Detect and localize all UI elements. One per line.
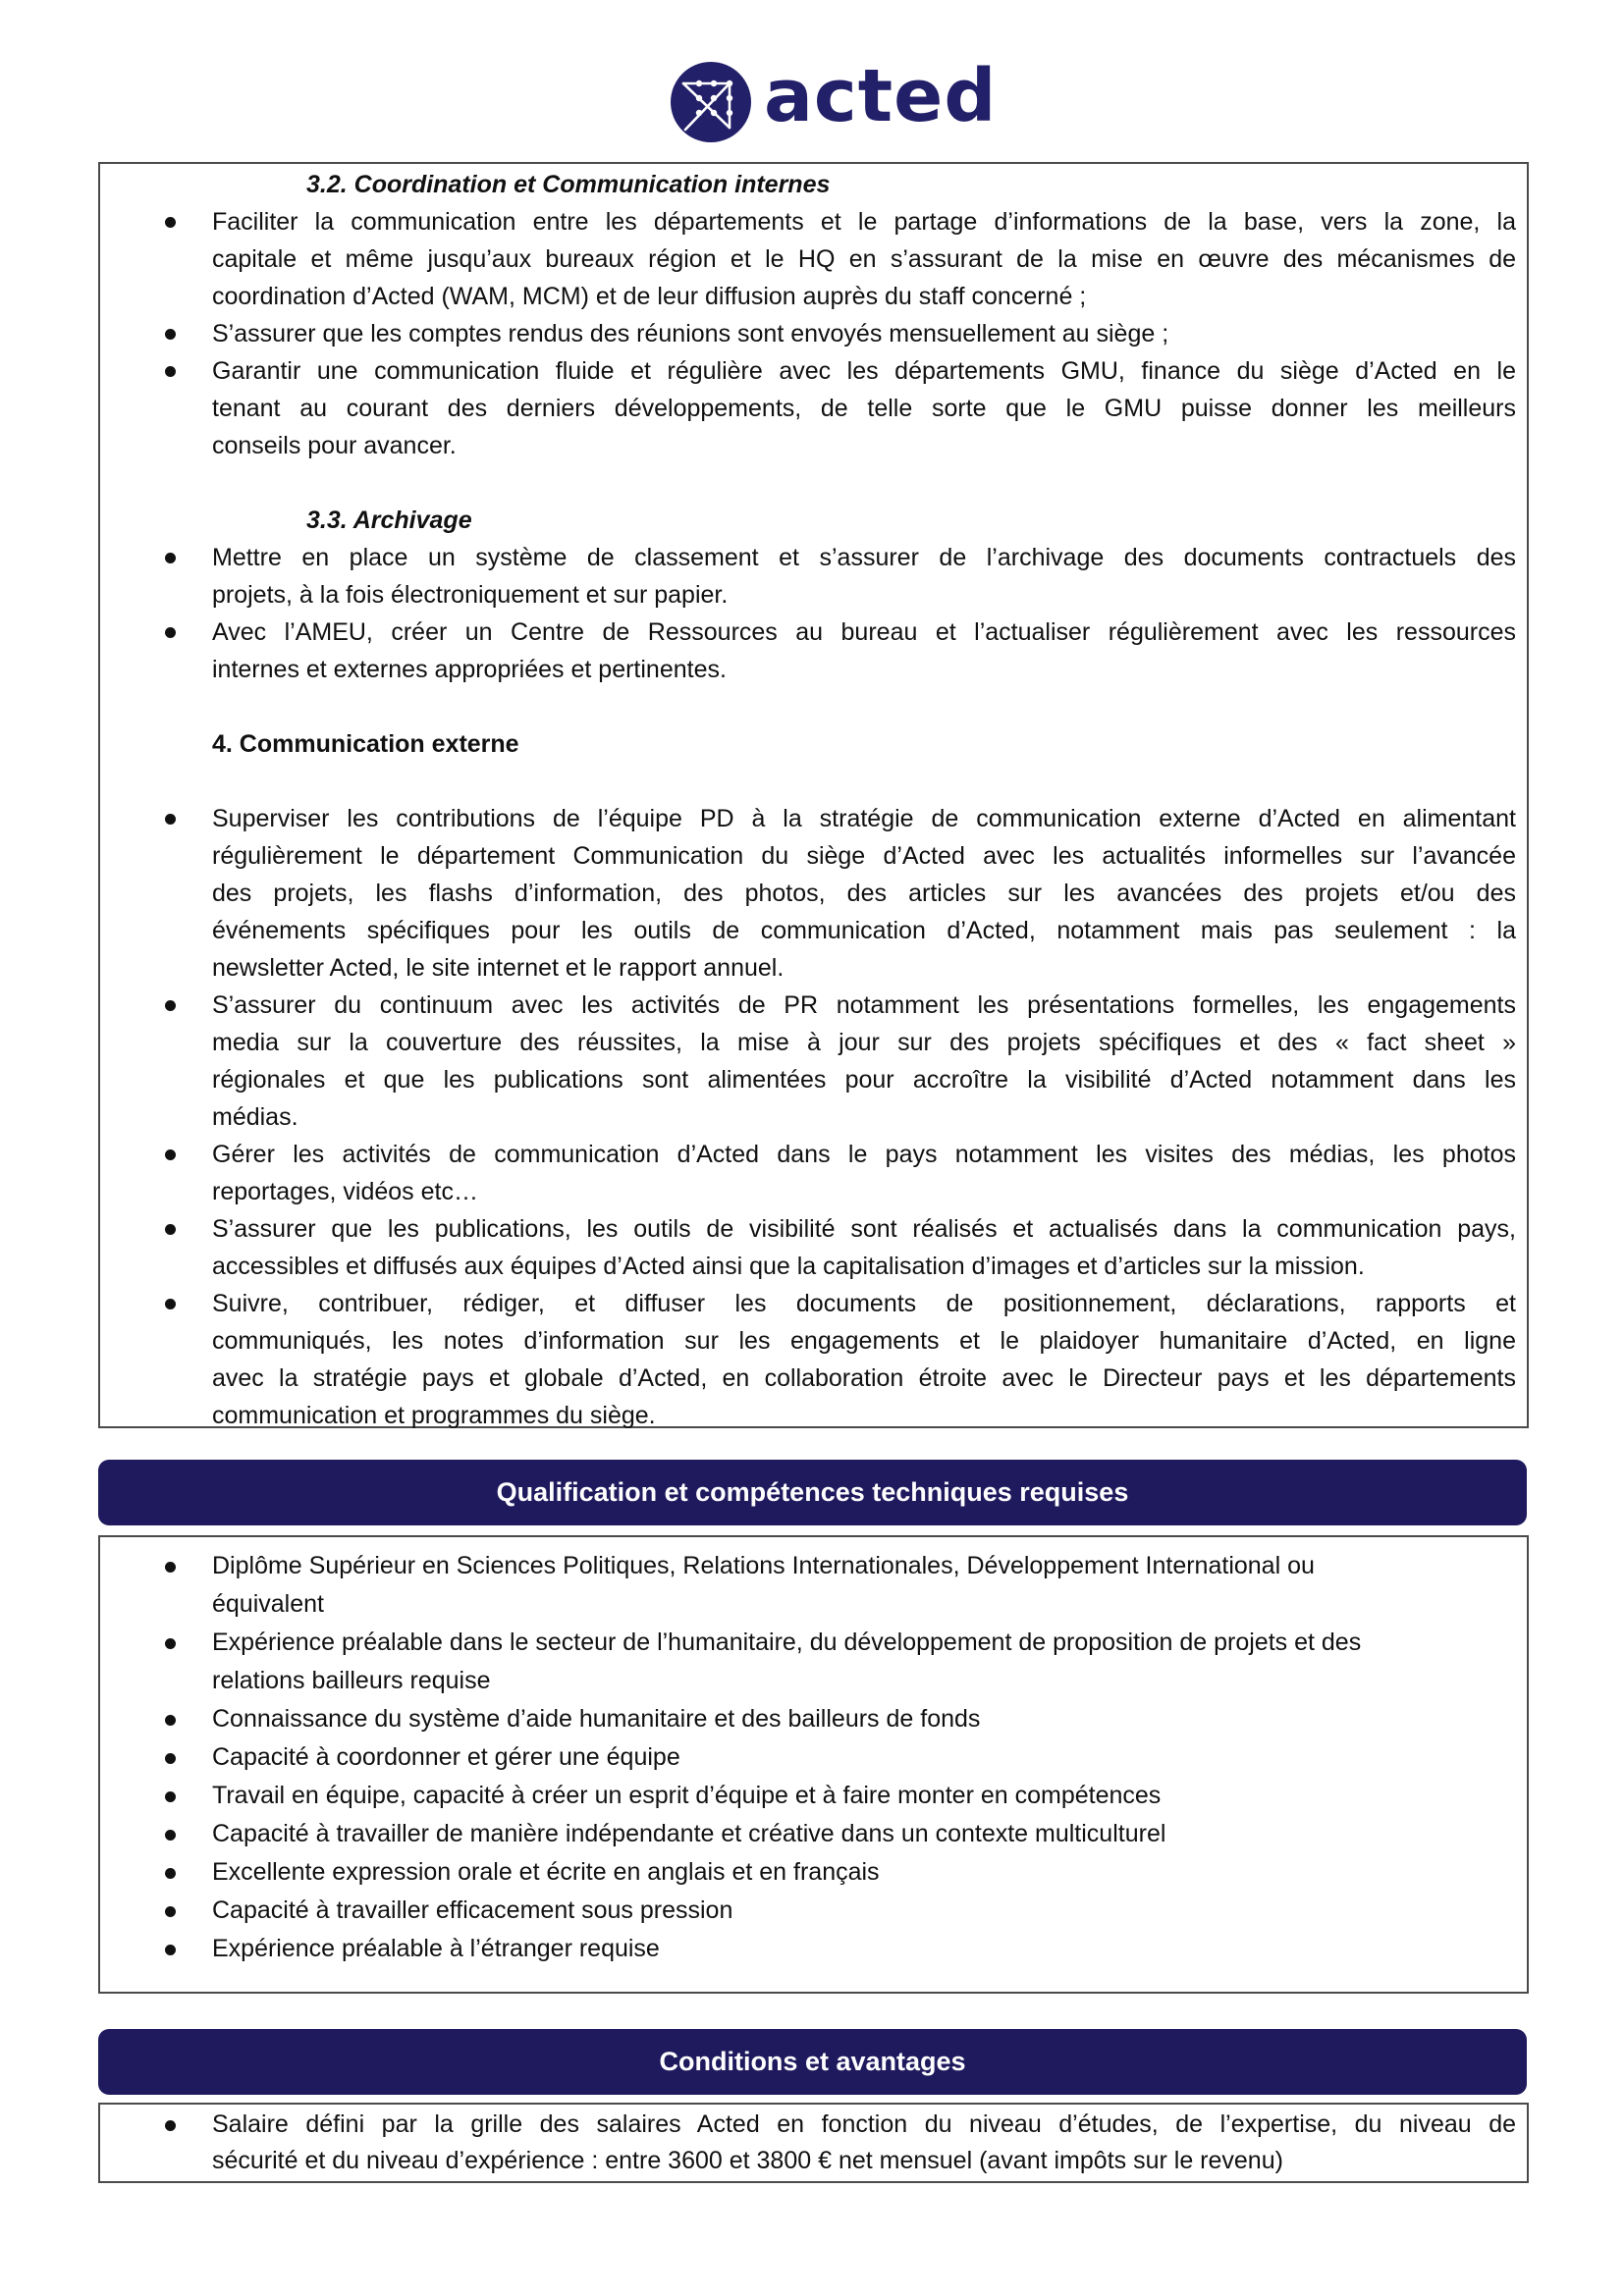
list-item-text: Suivre, contribuer, rédiger, et diffuser les documents de positionnement, déclarations, rapports et [212,1290,1516,1317]
list-item-line [100,949,1527,987]
list-item-line [100,539,1527,576]
list-item-text: communication et programmes du siège. [212,1402,656,1429]
section-heading-3-3: 3.3. Archivage [306,507,472,534]
list-item-text: Expérience préalable à l’étranger requise [212,1935,660,1962]
list-item-text: Capacité à coordonner et gérer une équipe [212,1743,680,1771]
list-item-line [100,1547,1527,1585]
list-item-line [100,1360,1527,1397]
list-item-text: capitale et même jusqu’aux bureaux région et le HQ en s’assurant de la mise en œuvre des mécanismes de [212,245,1516,273]
list-item-line [100,1892,1527,1930]
list-item-line [100,1173,1527,1210]
acted-logo [670,54,998,143]
list-item-text: projets, à la fois électroniquement et sur papier. [212,581,729,609]
list-item-text: Mettre en place un système de classement et s’assurer de l’archivage des documents contractuels des [212,544,1516,571]
section-heading-4: 4. Communication externe [212,730,519,758]
list-item-line [100,875,1527,912]
list-item-line [100,1585,1527,1624]
list-item-text: régulièrement le département Communication du siège d’Acted avec les actualités informelles sur l’avancée [212,842,1516,870]
list-item-text: événements spécifiques pour les outils de communication d’Acted, notamment mais pas seulement : la [212,917,1516,944]
list-item-line [100,912,1527,949]
list-item-text: reportages, vidéos etc… [212,1178,478,1205]
list-item-text: relations bailleurs requise [212,1667,491,1694]
bullet-icon [165,1945,176,1955]
bullet-icon [165,366,176,377]
list-item-line [100,1397,1527,1434]
list-item-text: coordination d’Acted (WAM, MCM) et de leur diffusion auprès du staff concerné ; [212,283,1087,310]
list-item-line [100,1285,1527,1322]
list-item-text: Expérience préalable dans le secteur de l’humanitaire, du développement de proposition de projets et des [212,1629,1362,1656]
list-item-line [100,1061,1527,1098]
bullet-icon [165,1638,176,1649]
list-item-text: sécurité et du niveau d’expérience : entre 3600 et 3800 € net mensuel (avant impôts sur le revenu) [212,2147,1283,2174]
bullet-icon [165,217,176,228]
section-heading-3-2: 3.2. Coordination et Communication internes [306,171,831,198]
list-item-text: S’assurer du continuum avec les activités de PR notamment les présentations formelles, les engagements [212,991,1516,1019]
bullet-icon [165,1830,176,1841]
list-item-text: conseils pour avancer. [212,432,457,459]
list-item-text: Faciliter la communication entre les départements et le partage d’informations de la base, vers la zone, la [212,208,1516,236]
bullet-icon [165,553,176,563]
bullet-icon [165,1562,176,1573]
list-item-line [100,2107,1527,2143]
bullet-icon [165,1868,176,1879]
list-item-text: Diplôme Supérieur en Sciences Politiques, Relations Internationales, Développement International ou [212,1552,1315,1579]
list-item-text: Travail en équipe, capacité à créer un esprit d’équipe et à faire monter en compétences [212,1782,1162,1809]
qualifications-header [98,1460,1527,1525]
list-item-text: Connaissance du système d’aide humanitaire et des bailleurs de fonds [212,1705,981,1733]
bullet-icon [165,1791,176,1802]
list-item-text: internes et externes appropriées et pertinentes. [212,656,727,683]
list-item-line [100,576,1527,614]
bullet-icon [165,329,176,340]
list-item-line [100,987,1527,1024]
list-item-line [100,614,1527,651]
acted-emblem-icon [670,61,752,143]
qualifications-header-title: Qualification et compétences techniques requises [496,1477,1129,1507]
list-item-line [100,1738,1527,1777]
list-item-text: régionales et que les publications sont alimentées pour accroître la visibilité d’Acted notamment dans les [212,1066,1516,1094]
responsibilities-box [98,162,1529,1428]
list-item-line [100,2143,1527,2179]
list-item-text: médias. [212,1103,298,1131]
list-item-text: avec la stratégie pays et globale d’Acted, en collaboration étroite avec le Directeur pays et les départements [212,1364,1516,1392]
list-item-line [100,427,1527,464]
acted-wordmark: acted [764,54,998,138]
bullet-icon [165,1000,176,1011]
list-item-line [100,1248,1527,1285]
list-item-text: S’assurer que les publications, les outils de visibilité sont réalisés et actualisés dans la communication pays, [212,1215,1516,1243]
bullet-icon [165,1715,176,1726]
list-item-text: tenant au courant des derniers développements, de telle sorte que le GMU puisse donner les meilleurs [212,395,1516,422]
list-item-text: accessibles et diffusés aux équipes d’Acted ainsi que la capitalisation d’images et d’articles sur la mission. [212,1253,1365,1280]
list-item-line [100,1815,1527,1853]
list-item-text: Avec l’AMEU, créer un Centre de Ressources au bureau et l’actualiser régulièrement avec les ressources [212,618,1516,646]
bullet-icon [165,1906,176,1917]
list-item-text: Salaire défini par la grille des salaires Acted en fonction du niveau d’études, de l’expertise, du niveau de [212,2110,1516,2138]
bullet-icon [165,1753,176,1764]
list-item-line [100,1322,1527,1360]
bullet-icon [165,1299,176,1309]
list-item-line [100,1777,1527,1815]
list-item-line [100,1930,1527,1968]
conditions-header-title: Conditions et avantages [659,2047,966,2076]
list-item-line [100,1624,1527,1662]
list-item-text: S’assurer que les comptes rendus des réunions sont envoyés mensuellement au siège ; [212,320,1169,347]
list-item-text: des projets, les flashs d’information, des photos, des articles sur les avancées des projets et/ou des [212,880,1516,907]
list-item-text: Excellente expression orale et écrite en anglais et en français [212,1858,880,1886]
list-item-line [100,800,1527,837]
bullet-icon [165,627,176,638]
list-item-line [100,390,1527,427]
qualifications-box [98,1535,1529,1994]
list-item-line [100,278,1527,315]
list-item-text: équivalent [212,1590,324,1618]
list-item-line [100,1098,1527,1136]
list-item-text: Garantir une communication fluide et régulière avec les départements GMU, finance du siège d’Acted en le [212,357,1516,385]
list-item-line [100,315,1527,352]
bullet-icon [165,814,176,825]
bullet-icon [165,1149,176,1160]
conditions-header [98,2029,1527,2095]
list-item-line [100,1136,1527,1173]
list-item-line [100,651,1527,688]
list-item-line [100,1700,1527,1738]
list-item-text: Superviser les contributions de l’équipe PD à la stratégie de communication externe d’Acted en alimentant [212,805,1516,832]
list-item-line [100,352,1527,390]
list-item-text: communiqués, les notes d’information sur les engagements et le plaidoyer humanitaire d’Acted, en ligne [212,1327,1516,1355]
list-item-line [100,1662,1527,1700]
list-item-line [100,1024,1527,1061]
list-item-text: newsletter Acted, le site internet et le rapport annuel. [212,954,785,982]
list-item-text: Capacité à travailler efficacement sous pression [212,1896,733,1924]
list-item-line [100,203,1527,240]
list-item-line [100,837,1527,875]
bullet-icon [165,2120,176,2131]
bullet-icon [165,1224,176,1235]
list-item-line [100,240,1527,278]
list-item-text: Capacité à travailler de manière indépendante et créative dans un contexte multiculturel [212,1820,1166,1847]
conditions-box [98,2103,1529,2183]
list-item-text: media sur la couverture des réussites, la mise à jour sur des projets spécifiques et des « fact sheet » [212,1029,1516,1056]
list-item-text: Gérer les activités de communication d’Acted dans le pays notamment les visites des médias, les photos [212,1141,1516,1168]
list-item-line [100,1210,1527,1248]
list-item-line [100,1853,1527,1892]
